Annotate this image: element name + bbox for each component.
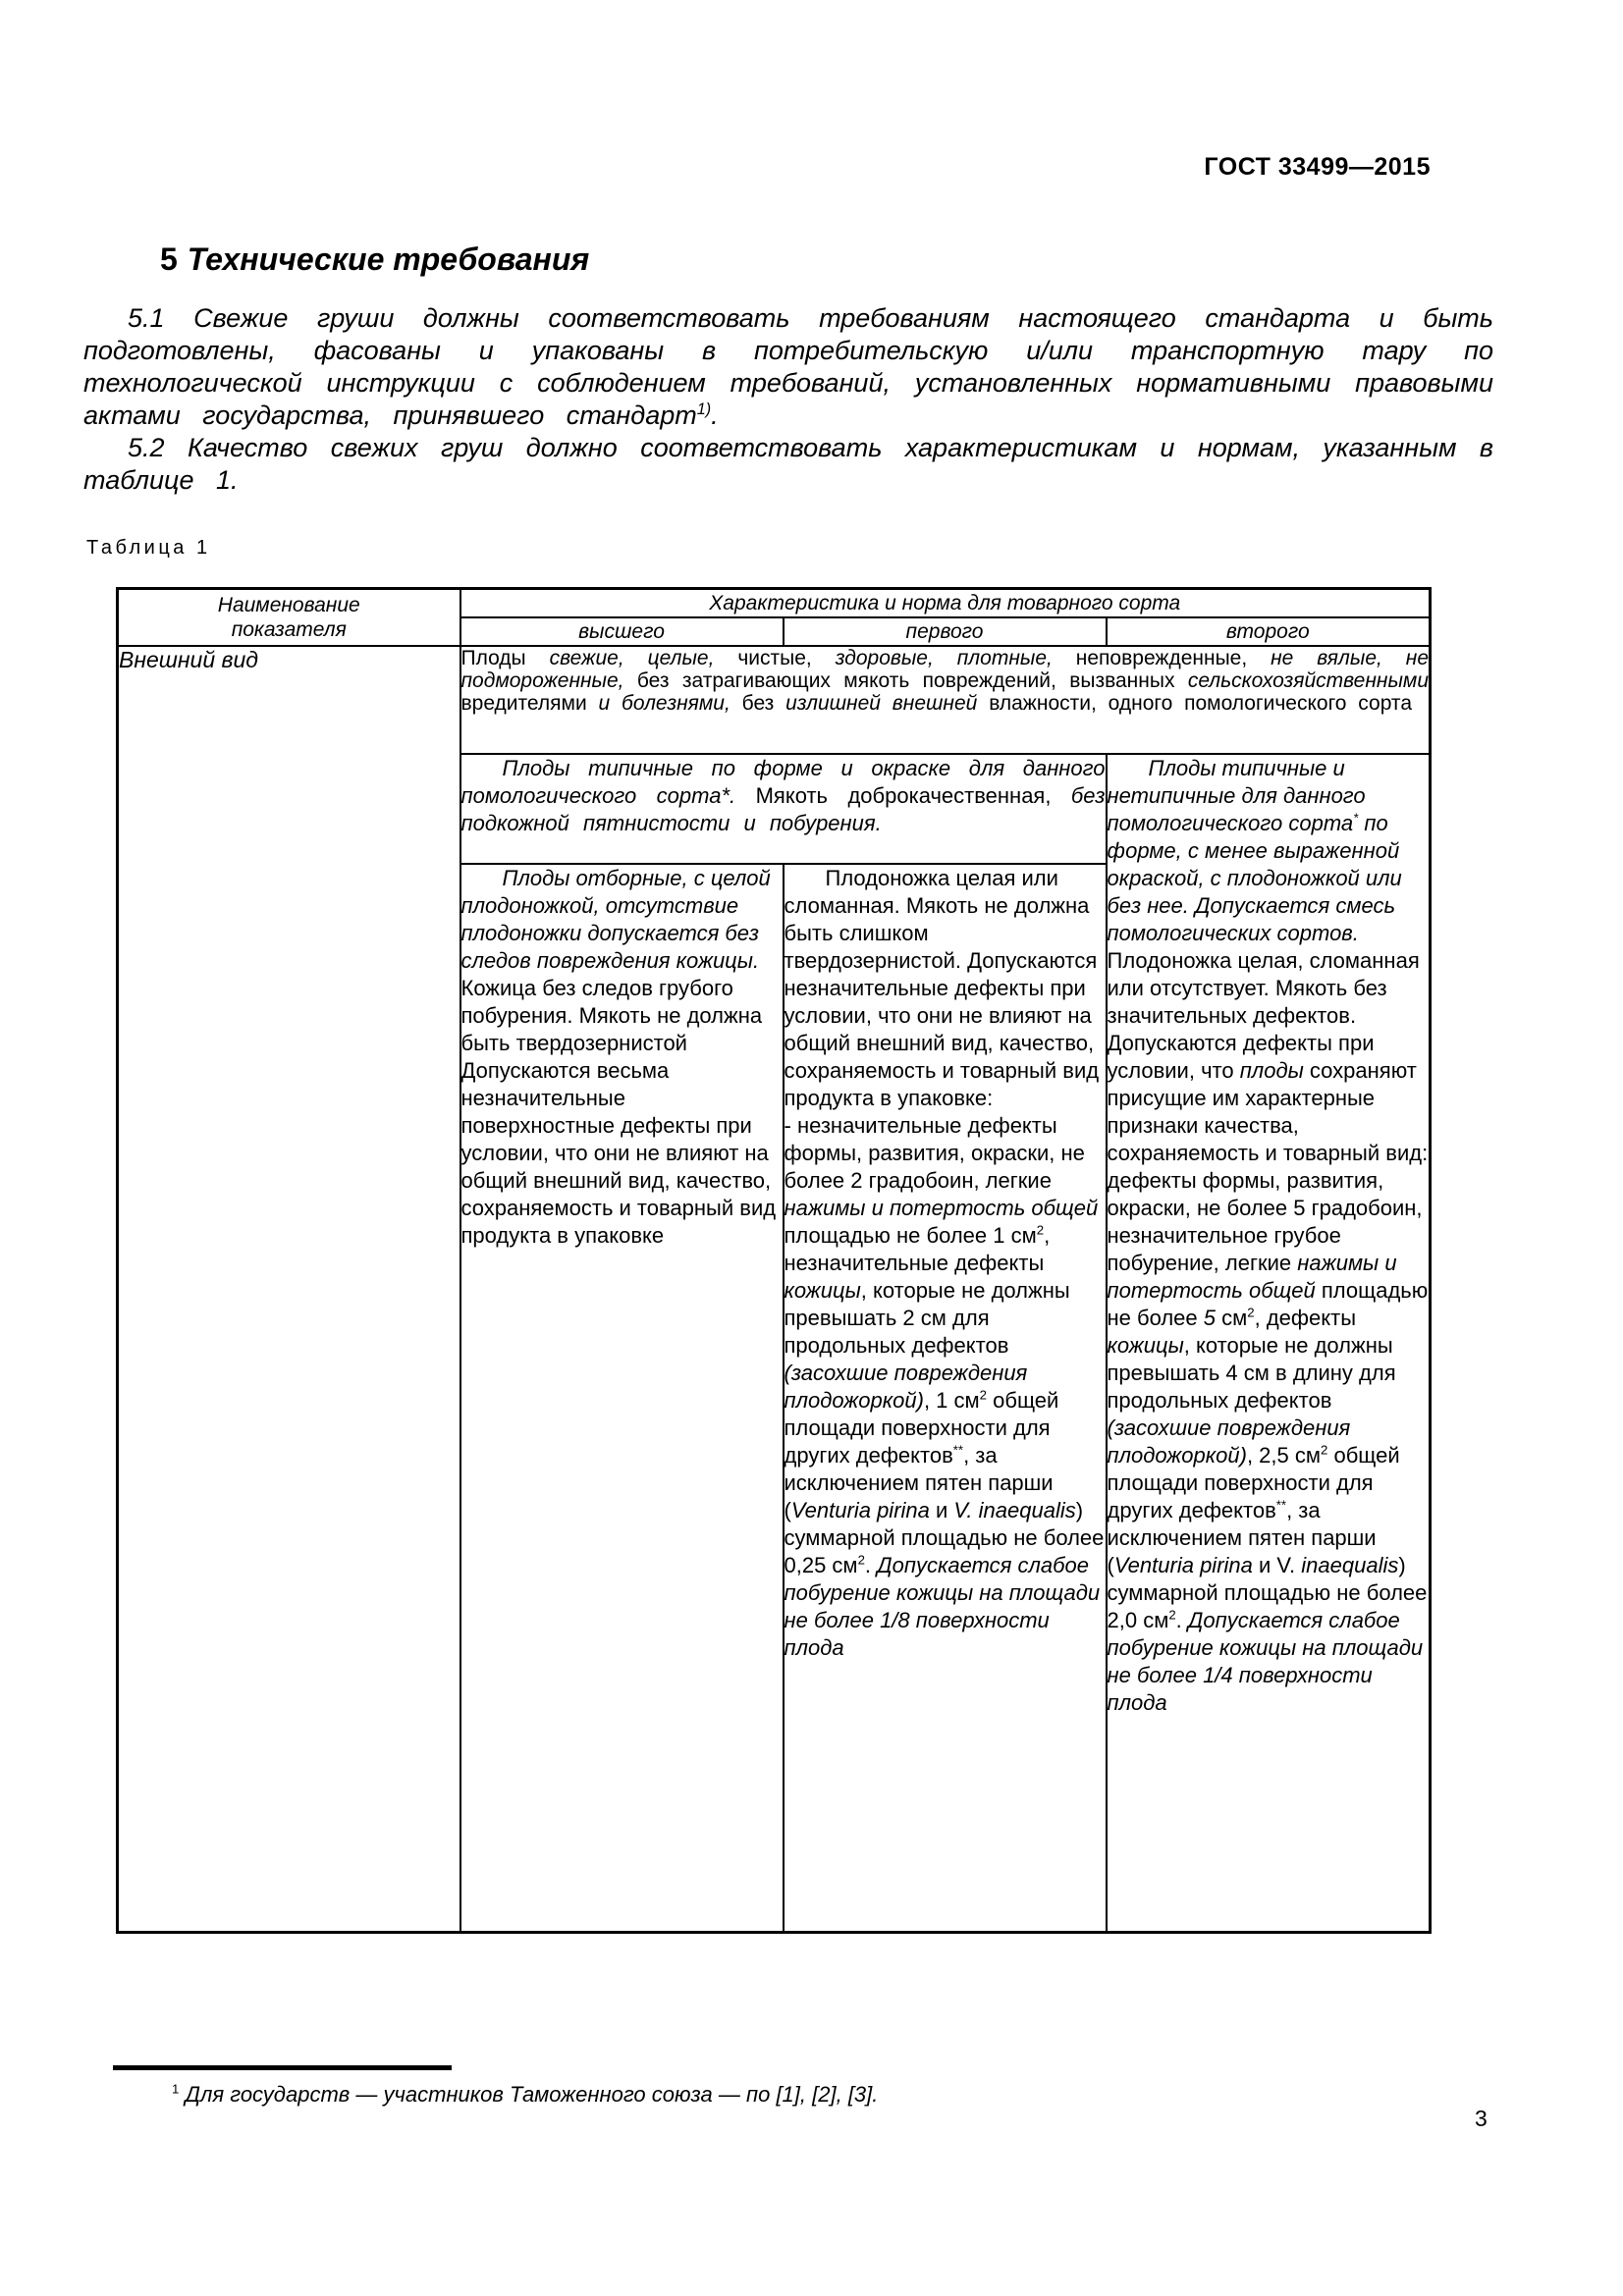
row-label-appearance: Внешний вид bbox=[118, 646, 460, 1933]
quality-table bbox=[116, 587, 1432, 1934]
cell-common-all-grades: Плоды свежие, целые, чистые, здоровые, плотные, неповрежденные, не вялые, не подмороженные, без затрагивающих мякоть повреждений, вызванных сельскохозяйственными вредителями и болезнями, без излишней внешней влажности, одного помологического сорта bbox=[460, 646, 1431, 754]
header-indicator-name: Наименование показателя bbox=[118, 589, 460, 647]
cell-grade-highest: Плоды отборные, с целой плодоножкой, отсутствие плодоножки допускается без следов повреждения кожицы. Кожица без следов грубого побурения. Мякоть не должна быть твердозернистой Допускаются весьма незначительные поверхностные дефекты при условии, что они не влияют на общий внешний вид, качество, сохраняемость и товарный вид продукта в упаковке bbox=[460, 864, 784, 1933]
cell-highest-first-common: Плоды типичные по форме и окраске для данного помологического сорта*. Мякоть доброкачественная, без подкожной пятнистости и побурения. bbox=[460, 754, 1107, 864]
footnote-separator bbox=[113, 2065, 452, 2070]
section-number: 5 bbox=[160, 241, 178, 277]
intro-paragraphs bbox=[83, 302, 1493, 497]
table-row-appearance-common bbox=[118, 646, 1431, 754]
standard-code: ГОСТ 33499—2015 bbox=[1204, 153, 1431, 181]
header-grade-highest: высшего bbox=[460, 617, 784, 646]
table-header-row-1 bbox=[118, 589, 1431, 618]
page-number: 3 bbox=[1475, 2106, 1488, 2131]
paragraph-5-2: 5.2 Качество свежих груш должно соответствовать характеристикам и нормам, указанным в таблице 1. bbox=[83, 433, 1493, 495]
section-title: Технические требования bbox=[187, 241, 590, 277]
table-caption: Таблица 1 bbox=[86, 537, 211, 559]
header-grade-span: Характеристика и норма для товарного сорта bbox=[460, 589, 1431, 618]
section-heading bbox=[160, 241, 589, 278]
cell-grade-first: Плодоножка целая или сломанная. Мякоть не должна быть слишком твердозернистой. Допускаются незначительные дефекты при условии, что они не влияют на общий внешний вид, качество, сохраняемость и товарный вид продукта в упаковке: - незначительные дефекты формы, развития, окраски, не более 2 градобоин, легкие нажимы и потертость общей площадью не более 1 $см^2$, незначительные дефекты кожицы, которые не должны превышать 2 см для продольных дефектов (засохшие повреждения плодожоркой), 1 $см^2$ общей площади поверхности для других дефектов**, за исключением пятен парши (Venturia pirina и V. inaequalis) суммарной площадью не более 0,25 $см^2$. Допускается слабое побурение кожицы на площади не более 1/8 поверхности плода bbox=[784, 864, 1107, 1933]
header-grade-second: второго bbox=[1107, 617, 1431, 646]
header-grade-first: первого bbox=[784, 617, 1107, 646]
paragraph-5-1: 5.1 Свежие груши должны соответствовать требованиям настоящего стандарта и быть подготовлены, фасованы и упакованы в потребительскую и/или транспортную тару по технологической инструкции с соблюдением требований, установленных нормативными правовыми актами государства, принявшего стандарт$^{1)}$. bbox=[83, 303, 1493, 430]
footnote: $^1$ Для государств — участников Таможенного союза — по [1], [2], [3]. bbox=[172, 2081, 879, 2107]
cell-grade-second: Плоды типичные и нетипичные для данного помологического сорта* по форме, с менее выраженной окраской, с плодоножкой или без нее. Допускается смесь помологических сортов. Плодоножка целая, сломанная или отсутствует. Мякоть без значительных дефектов. Допускаются дефекты при условии, что плоды сохраняют присущие им характерные признаки качества, сохраняемость и товарный вид: дефекты формы, развития, окраски, не более 5 градобоин, незначительное грубое побурение, легкие нажимы и потертость общей площадью не более 5 $см^2$, дефекты кожицы, которые не должны превышать 4 см в длину для продольных дефектов (засохшие повреждения плодожоркой), 2,5 $см^2$ общей площади поверхности для других дефектов**, за исключением пятен парши (Venturia pirina и V. inaequalis) суммарной площадью не более 2,0 $см^2$. Допускается слабое побурение кожицы на площади не более 1/4 поверхности плода bbox=[1107, 754, 1431, 1933]
